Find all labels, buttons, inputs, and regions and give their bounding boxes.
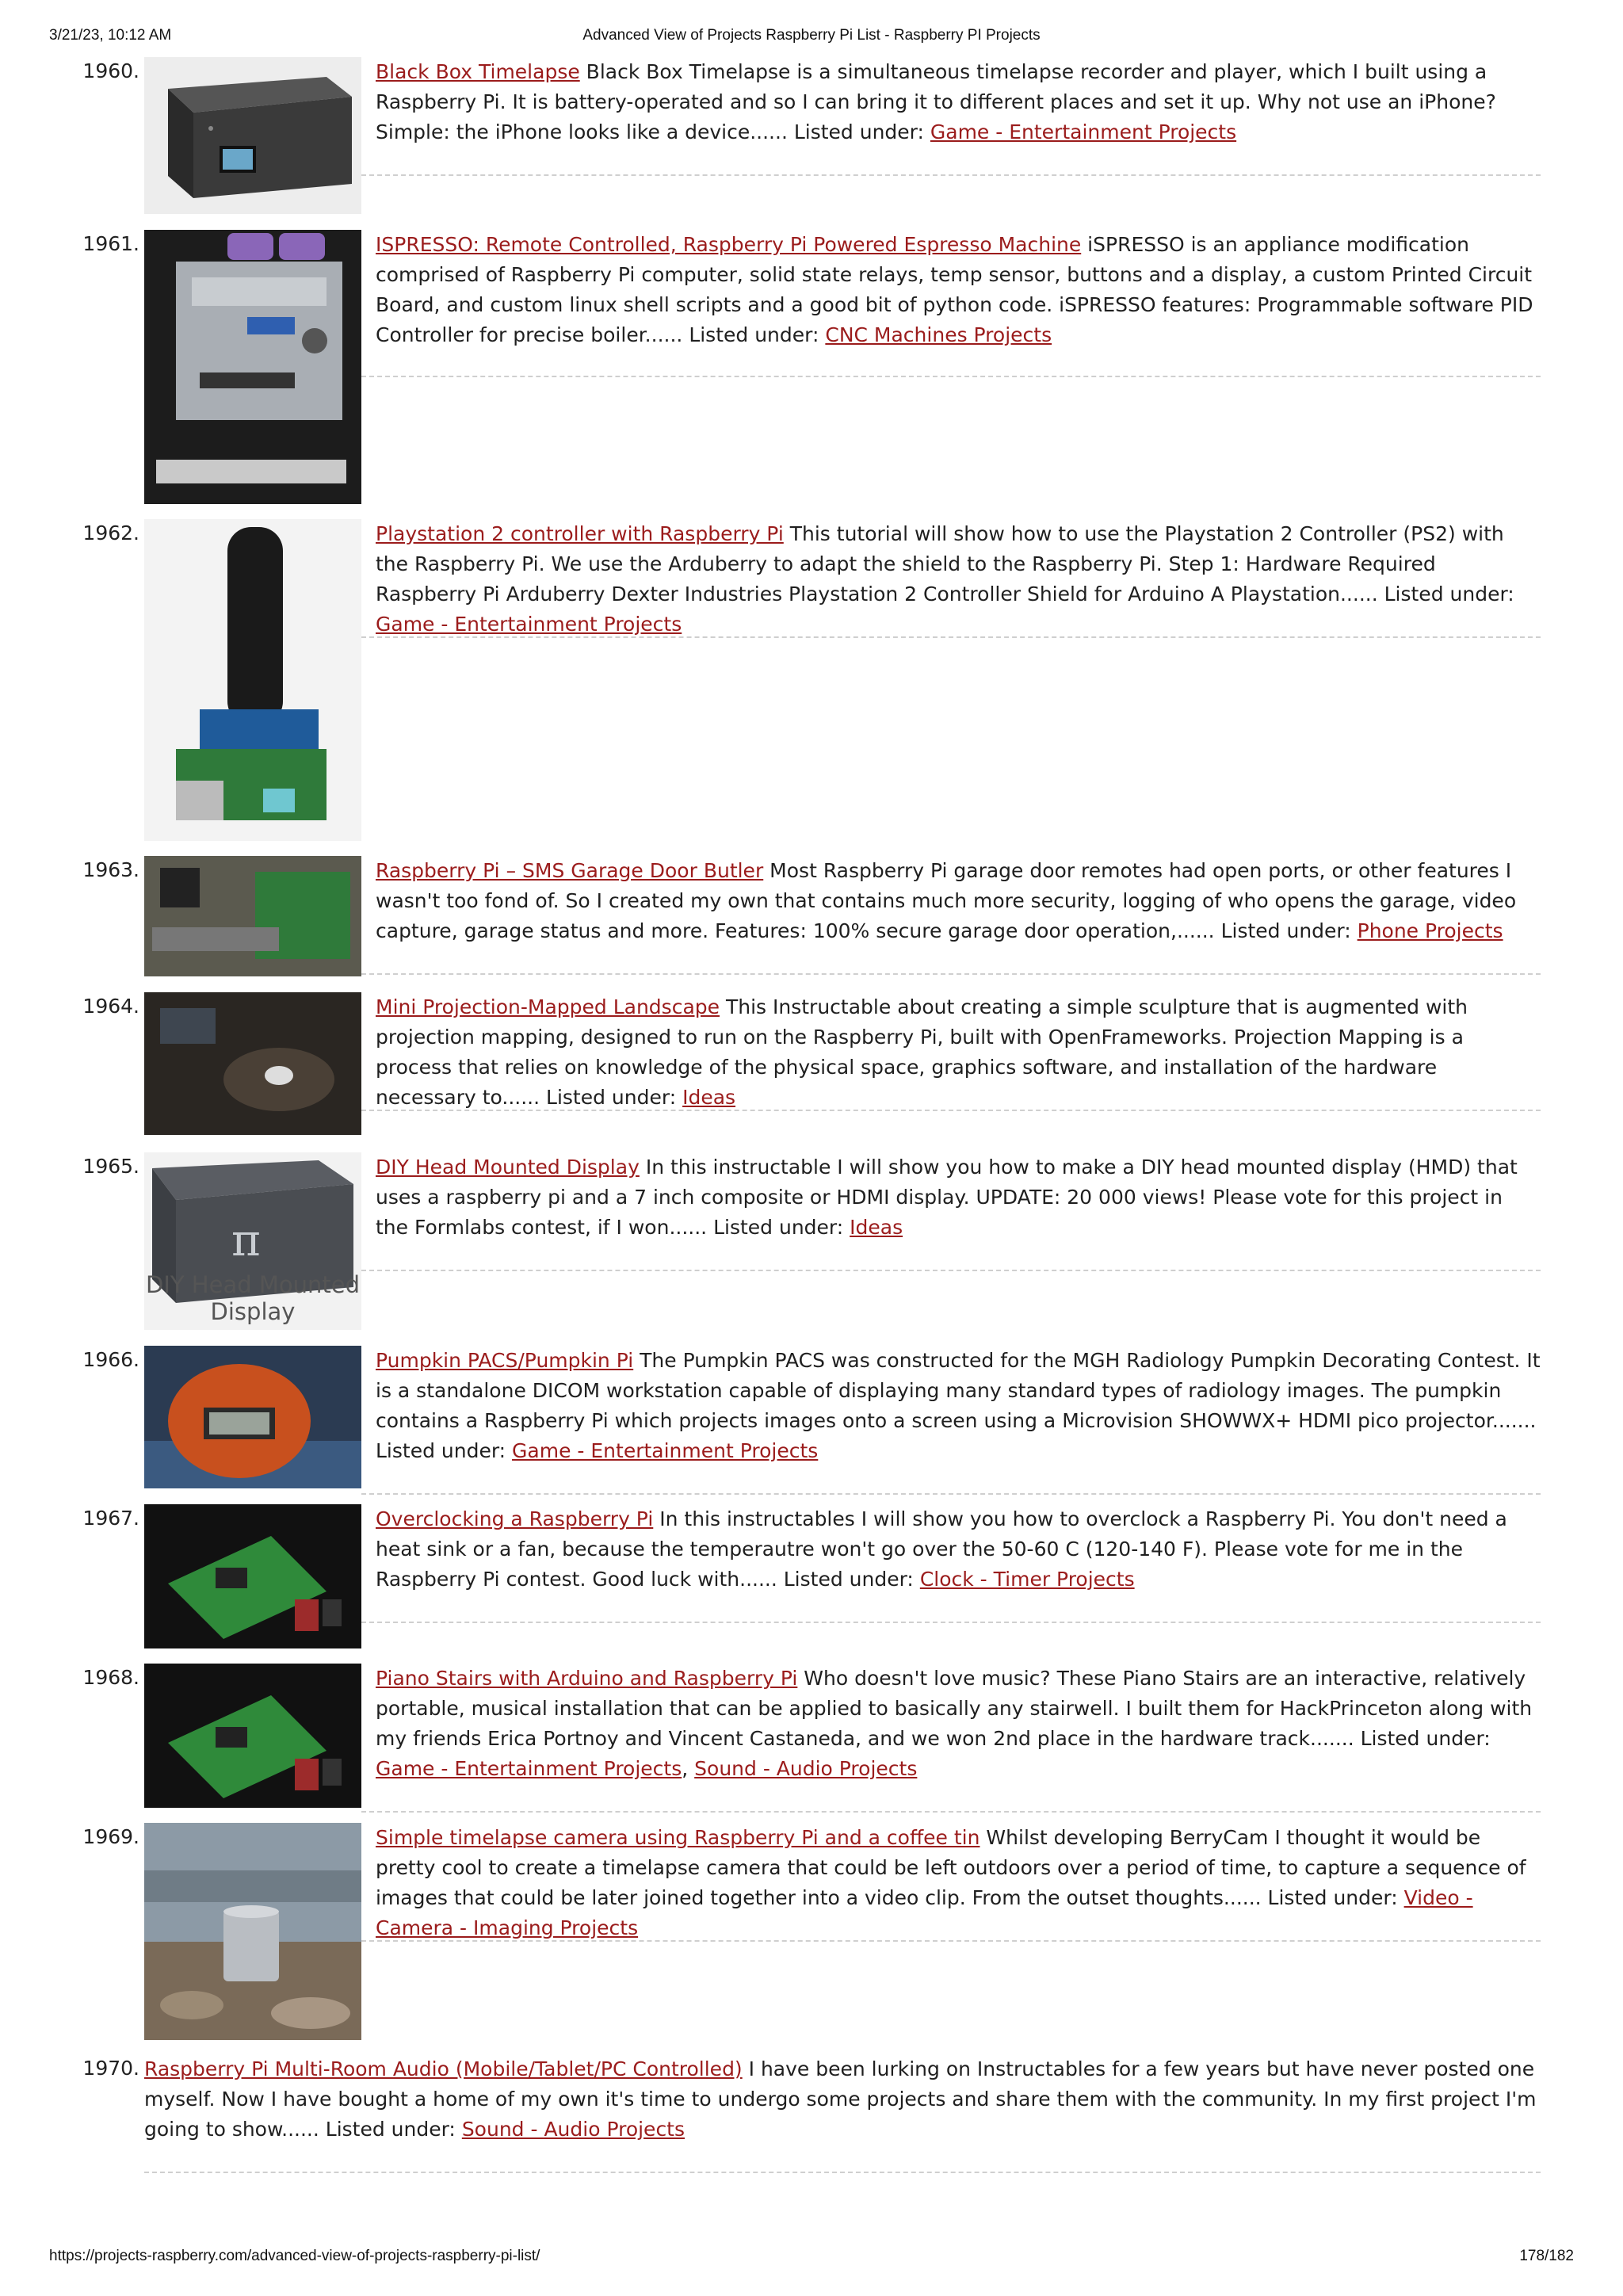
project-description: iSPRESSO is an appliance modification comprised of Raspberry Pi computer, solid state relays, temp sensor, buttons and a display, a custom Printed Circuit Board, and custom linux shell scripts and a good bit of python code. iSPRESSO features: Programmable software PID Controller for precise boiler...... Listed under: bbox=[376, 233, 1533, 346]
project-thumbnail[interactable] bbox=[144, 1504, 361, 1648]
print-page-title: Advanced View of Projects Raspberry Pi List - Raspberry PI Projects bbox=[582, 27, 1041, 44]
raspberry-pi-board-image bbox=[144, 1664, 361, 1808]
project-thumbnail[interactable] bbox=[144, 992, 361, 1135]
project-description: This tutorial will show how to use the Playstation 2 Controller (PS2) with the Raspberry Pi. We use the Arduberry to adapt the shield to the Raspberry Pi. Step 1: Hardware Required Raspberry Pi Arduberry Dexter Industries Playstation 2 Controller Shield for Arduino A Playstation...... Listed under: bbox=[376, 522, 1514, 606]
ps2-controller-image bbox=[144, 519, 361, 841]
item-number: 1962. bbox=[82, 521, 139, 544]
separator bbox=[144, 2172, 1541, 2173]
project-title-link[interactable]: Mini Projection-Mapped Landscape bbox=[376, 995, 720, 1018]
project-description: Black Box Timelapse is a simultaneous timelapse recorder and player, which I built using a Raspberry Pi. It is battery-operated and so I can bring it to different places and set it up. Why not use an iPhone? Simple: the iPhone looks like a device...... Listed under: bbox=[376, 60, 1496, 143]
item-text bbox=[376, 1823, 1541, 1943]
separator bbox=[361, 636, 1541, 638]
project-title-link[interactable]: ISPRESSO: Remote Controlled, Raspberry Pi Powered Espresso Machine bbox=[376, 233, 1082, 256]
project-title-link[interactable]: Simple timelapse camera using Raspberry Pi and a coffee tin bbox=[376, 1826, 980, 1849]
item-number: 1960. bbox=[82, 59, 139, 82]
project-title-link[interactable]: Raspberry Pi – SMS Garage Door Butler bbox=[376, 859, 764, 882]
item-text bbox=[376, 57, 1541, 147]
item-text bbox=[144, 2054, 1541, 2145]
thumbnail-caption: DIY Head Mounted Display bbox=[145, 1271, 360, 1325]
project-title-link[interactable]: Playstation 2 controller with Raspberry Pi bbox=[376, 522, 784, 545]
item-number: 1970. bbox=[82, 2057, 139, 2080]
item-text bbox=[376, 1664, 1541, 1784]
item-text bbox=[376, 519, 1541, 640]
project-thumbnail[interactable] bbox=[144, 1664, 361, 1808]
black-box-image bbox=[144, 57, 361, 214]
project-thumbnail[interactable] bbox=[144, 856, 361, 976]
project-title-link[interactable]: Pumpkin PACS/Pumpkin Pi bbox=[376, 1349, 634, 1372]
item-number: 1966. bbox=[82, 1348, 139, 1371]
project-description: I have been lurking on Instructables for a few years but have never posted one myself. Now I have bought a home of my own it's time to undergo some projects and share them with the community. In my first project I'm going to show...... Listed under: bbox=[144, 2057, 1537, 2141]
pumpkin-image bbox=[144, 1346, 361, 1488]
separator bbox=[361, 973, 1541, 975]
svg-text:π: π bbox=[231, 1215, 261, 1266]
category-link[interactable]: Game - Entertainment Projects bbox=[930, 120, 1237, 143]
category-separator: , bbox=[682, 1757, 695, 1780]
category-link[interactable]: Game - Entertainment Projects bbox=[376, 613, 682, 636]
separator bbox=[361, 1940, 1541, 1942]
item-number: 1965. bbox=[82, 1155, 139, 1178]
project-thumbnail[interactable] bbox=[144, 1823, 361, 2040]
separator bbox=[361, 1493, 1541, 1495]
project-title-link[interactable]: Overclocking a Raspberry Pi bbox=[376, 1507, 654, 1530]
category-link[interactable]: Sound - Audio Projects bbox=[694, 1757, 918, 1780]
espresso-machine-image bbox=[144, 230, 361, 504]
item-number: 1969. bbox=[82, 1825, 139, 1848]
item-number: 1964. bbox=[82, 995, 139, 1018]
item-text bbox=[376, 1152, 1541, 1243]
category-link[interactable]: Game - Entertainment Projects bbox=[376, 1757, 682, 1780]
separator bbox=[361, 1270, 1541, 1271]
category-link[interactable]: Phone Projects bbox=[1357, 919, 1503, 942]
item-text bbox=[376, 1504, 1541, 1595]
project-description: The Pumpkin PACS was constructed for the MGH Radiology Pumpkin Decorating Contest. It is a standalone DICOM workstation capable of displaying many standard types of radiology images. The pumpkin contains a Raspberry Pi which projects images onto a screen using a Microvision SHOWWX+ HDMI pico projector....... Listed under: bbox=[376, 1349, 1541, 1462]
project-title-link[interactable]: Raspberry Pi Multi-Room Audio (Mobile/Tablet/PC Controlled) bbox=[144, 2057, 743, 2080]
separator bbox=[361, 1811, 1541, 1813]
item-number: 1961. bbox=[82, 232, 139, 255]
garage-door-board-image bbox=[144, 856, 361, 976]
item-text bbox=[376, 1346, 1541, 1466]
project-thumbnail[interactable] bbox=[144, 57, 361, 214]
item-number: 1963. bbox=[82, 858, 139, 881]
projection-landscape-image bbox=[144, 992, 361, 1135]
category-link[interactable]: Video - Camera - Imaging Projects bbox=[376, 1886, 1473, 1939]
print-footer bbox=[0, 2248, 1623, 2268]
project-description: Who doesn't love music? These Piano Stairs are an interactive, relatively portable, musical installation that can be applied to basically any stairwell. I built them for HackPrinceton along with my friends Erica Portnoy and Vincent Castaneda, and we won 2nd place in the hardware track....... Listed under: bbox=[376, 1667, 1533, 1750]
print-url: https://projects-raspberry.com/advanced-view-of-projects-raspberry-pi-list/ bbox=[49, 2248, 540, 2264]
print-datetime: 3/21/23, 10:12 AM bbox=[49, 27, 172, 44]
project-title-link[interactable]: DIY Head Mounted Display bbox=[376, 1156, 640, 1179]
item-text bbox=[376, 992, 1541, 1113]
project-title-link[interactable]: Black Box Timelapse bbox=[376, 60, 580, 83]
print-page-number: 178/182 bbox=[1519, 2248, 1574, 2264]
item-number: 1967. bbox=[82, 1507, 139, 1530]
project-description: Whilst developing BerryCam I thought it would be pretty cool to create a timelapse camera that could be left outdoors over a period of time, to capture a sequence of images that could be later joined together into a video clip. From the outset thoughts...... Listed under: bbox=[376, 1826, 1526, 1909]
category-link[interactable]: Clock - Timer Projects bbox=[919, 1568, 1135, 1591]
separator bbox=[361, 376, 1541, 377]
category-link[interactable]: Game - Entertainment Projects bbox=[512, 1439, 819, 1462]
project-thumbnail[interactable] bbox=[144, 519, 361, 841]
project-description: In this instructable I will show you how to make a DIY head mounted display (HMD) that uses a raspberry pi and a 7 inch composite or HDMI display. UPDATE: 20 000 views! Please vote for this project in the Formlabs contest, if I won...... Listed under: bbox=[376, 1156, 1518, 1239]
category-link[interactable]: Ideas bbox=[850, 1216, 903, 1239]
project-description: Most Raspberry Pi garage door remotes had open ports, or other features I wasn't too fond of. So I created my own that contains much more security, logging of who opens the garage, video capture, garage status and more. Features: 100% secure garage door operation,...... Listed under: bbox=[376, 859, 1517, 942]
project-thumbnail[interactable] bbox=[144, 1152, 361, 1330]
category-link[interactable]: Ideas bbox=[682, 1086, 736, 1109]
project-thumbnail[interactable] bbox=[144, 230, 361, 504]
item-text bbox=[376, 230, 1541, 350]
project-description: This Instructable about creating a simple sculpture that is augmented with projection mapping, designed to run on the Raspberry Pi, built with OpenFrameworks. Projection Mapping is a process that relies on knowledge of the physical space, graphics software, and installation of the hardware necessary to...... Listed under: bbox=[376, 995, 1468, 1109]
coffee-tin-camera-image bbox=[144, 1823, 361, 2040]
item-text bbox=[376, 856, 1541, 946]
project-thumbnail[interactable] bbox=[144, 1346, 361, 1488]
category-link[interactable]: Sound - Audio Projects bbox=[461, 2118, 685, 2141]
print-header bbox=[0, 27, 1623, 48]
category-link[interactable]: CNC Machines Projects bbox=[825, 323, 1052, 346]
separator bbox=[361, 174, 1541, 176]
separator bbox=[361, 1622, 1541, 1623]
project-title-link[interactable]: Piano Stairs with Arduino and Raspberry Pi bbox=[376, 1667, 798, 1690]
item-number: 1968. bbox=[82, 1666, 139, 1689]
project-description: In this instructables I will show you how to overclock a Raspberry Pi. You don't need a heat sink or a fan, because the temperautre won't go over the 50-60 C (120-140 F). Please vote for me in the Raspberry Pi contest. Good luck with...... Listed under: bbox=[376, 1507, 1507, 1591]
separator bbox=[361, 1110, 1541, 1111]
raspberry-pi-board-image bbox=[144, 1504, 361, 1648]
